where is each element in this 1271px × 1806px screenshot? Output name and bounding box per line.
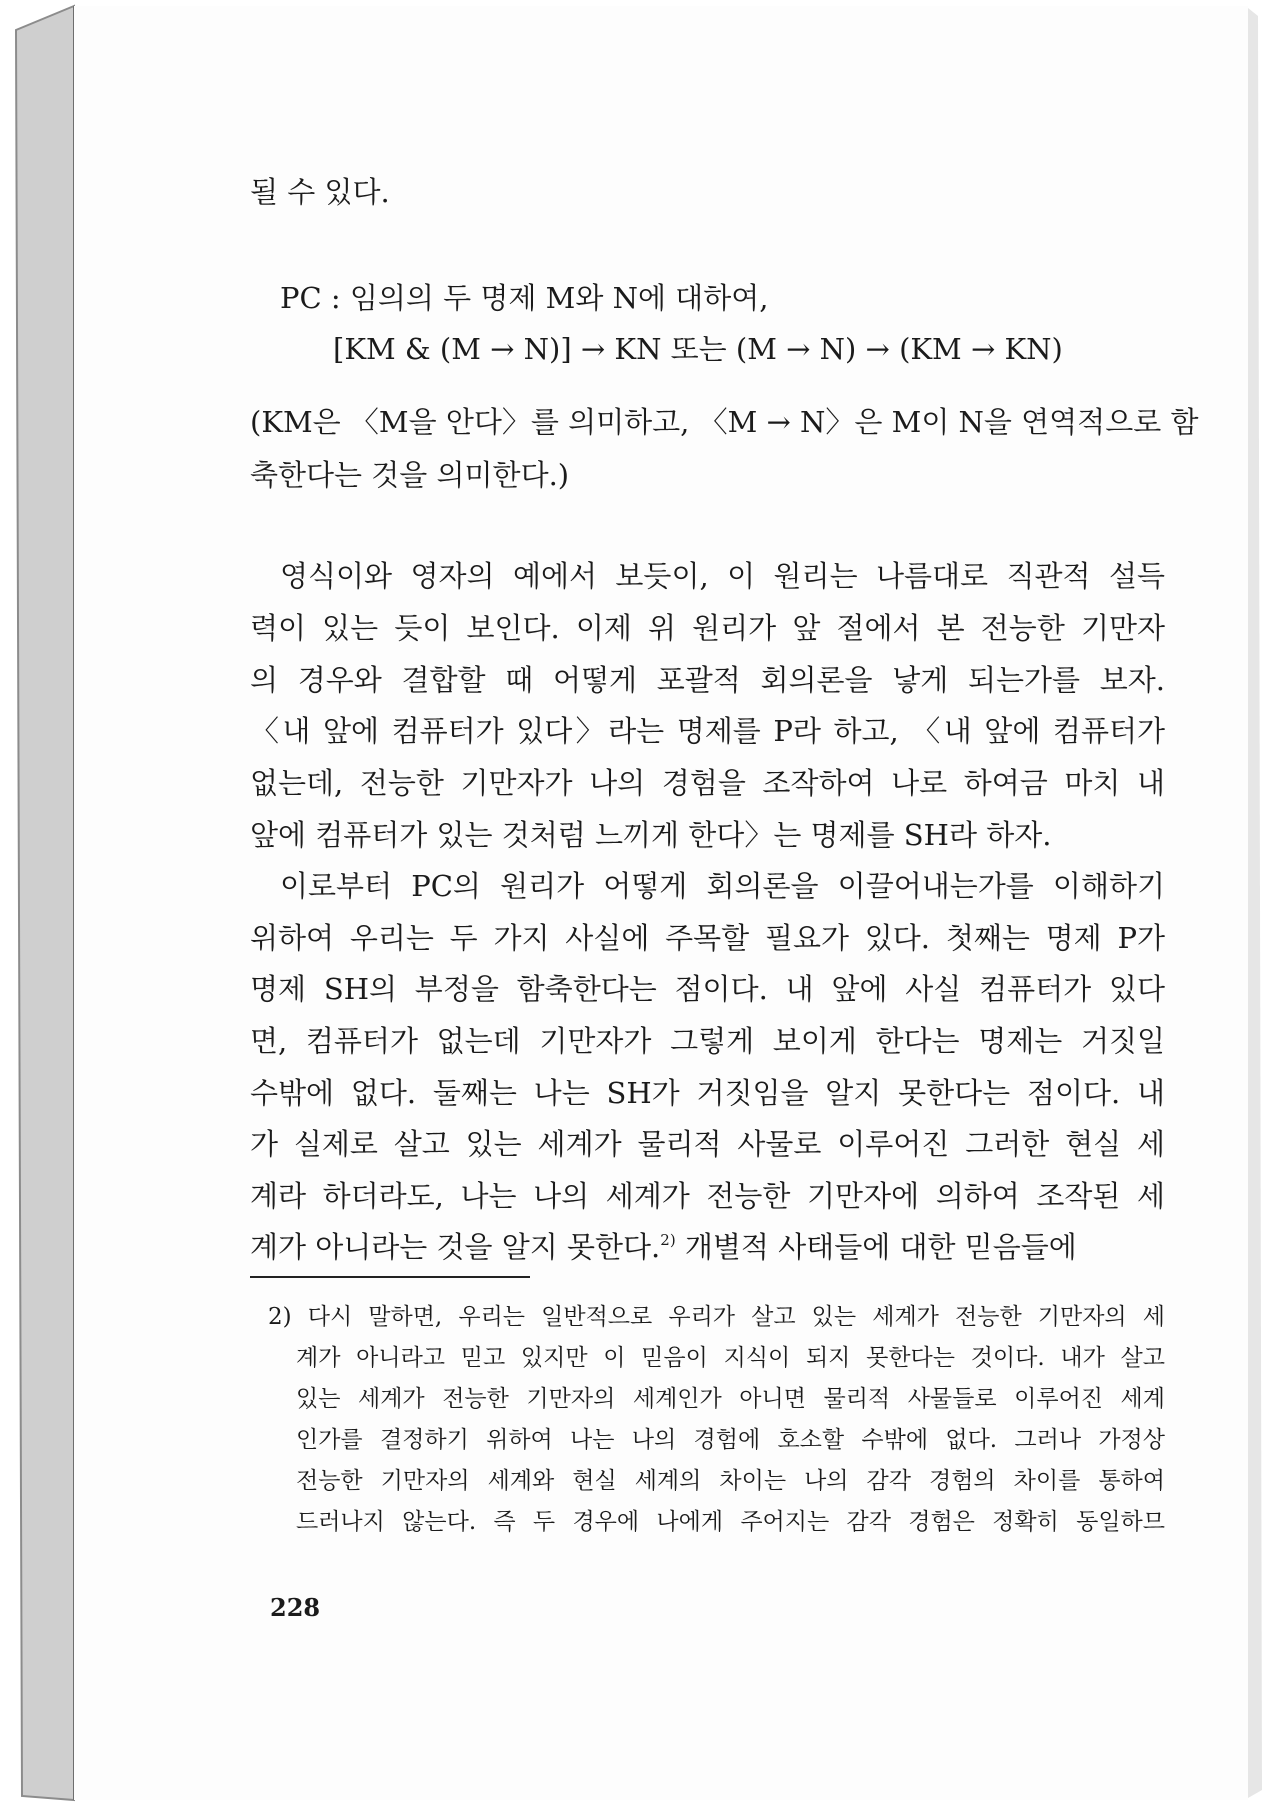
text-segment: 개별적 사태들에 대한 믿음들에 <box>675 1230 1077 1264</box>
text-line: 가 실제로 살고 있는 세계가 물리적 사물로 이루어진 그러한 현실 세 <box>250 1127 1165 1161</box>
text-line: 위하여 우리는 두 가지 사실에 주목할 필요가 있다. 첫째는 명제 P가 <box>250 921 1165 955</box>
footnote-line: 있는 세계가 전능한 기만자의 세계인가 아니면 물리적 사물들로 이루어진 세계 <box>296 1386 1165 1412</box>
text-line: 축한다는 것을 의미한다.) <box>250 458 570 492</box>
footnote-line: 계가 아니라고 믿고 있지만 이 믿음이 지식이 되지 못한다는 것이다. 내가 살고 <box>296 1345 1165 1371</box>
text-line-with-footnote-ref <box>250 1230 1077 1264</box>
text-line: 력이 있는 듯이 보인다. 이제 위 원리가 앞 절에서 본 전능한 기만자 <box>250 611 1165 645</box>
text-segment: 계가 아니라는 것을 알지 못한다. <box>250 1230 661 1264</box>
book-page <box>74 6 1248 1800</box>
footnote-reference[interactable]: 2) <box>660 1231 676 1249</box>
text-line: 계라 하더라도, 나는 나의 세계가 전능한 기만자에 의하여 조작된 세 <box>250 1179 1165 1213</box>
footnote-line: 드러나지 않는다. 즉 두 경우에 나에게 주어지는 감각 경험은 정확히 동일하므 <box>296 1509 1165 1535</box>
page-number: 228 <box>270 1593 321 1622</box>
text-line: 의 경우와 결합할 때 어떻게 포괄적 회의론을 낳게 되는가를 보자. <box>250 663 1165 697</box>
footnote-line: 전능한 기만자의 세계와 현실 세계의 차이는 나의 감각 경험의 차이를 통하여 <box>296 1468 1165 1494</box>
text-line: 없는데, 전능한 기만자가 나의 경험을 조작하여 나로 하여금 마치 내 <box>250 766 1165 800</box>
footnote-line: 인가를 결정하기 위하여 나는 나의 경험에 호소할 수밖에 없다. 그러나 가정상 <box>296 1427 1165 1453</box>
text-line: 수밖에 없다. 둘째는 나는 SH가 거짓임을 알지 못한다는 점이다. 내 <box>250 1076 1165 1110</box>
text-line: 〈내 앞에 컴퓨터가 있다〉라는 명제를 P라 하고, 〈내 앞에 컴퓨터가 <box>250 714 1165 748</box>
text-line: 면, 컴퓨터가 없는데 기만자가 그렇게 보이게 한다는 명제는 거짓일 <box>250 1024 1165 1058</box>
text-line: 앞에 컴퓨터가 있는 것처럼 느끼게 한다〉는 명제를 SH라 하자. <box>250 818 1052 852</box>
principle-pc-line: PC : 임의의 두 명제 M와 N에 대하여, <box>280 281 769 315</box>
text-line: (KM은 〈M을 안다〉를 의미하고, 〈M → N〉은 M이 N을 연역적으로 함 <box>250 405 1199 439</box>
text-line: 영식이와 영자의 예에서 보듯이, 이 원리는 나름대로 직관적 설득 <box>280 559 1165 593</box>
footnote-line: 2) 다시 말하면, 우리는 일반적으로 우리가 살고 있는 세계가 전능한 기만자의 세 <box>268 1304 1165 1330</box>
text-line: 이로부터 PC의 원리가 어떻게 회의론을 이끌어내는가를 이해하기 <box>280 869 1165 903</box>
text-line: 될 수 있다. <box>250 175 390 209</box>
text-line: 명제 SH의 부정을 함축한다는 점이다. 내 앞에 사실 컴퓨터가 있다 <box>250 972 1165 1006</box>
footnote-divider <box>250 1276 530 1278</box>
principle-pc-formula: [KM & (M → N)] → KN 또는 (M → N) → (KM → KN) <box>333 332 1063 366</box>
